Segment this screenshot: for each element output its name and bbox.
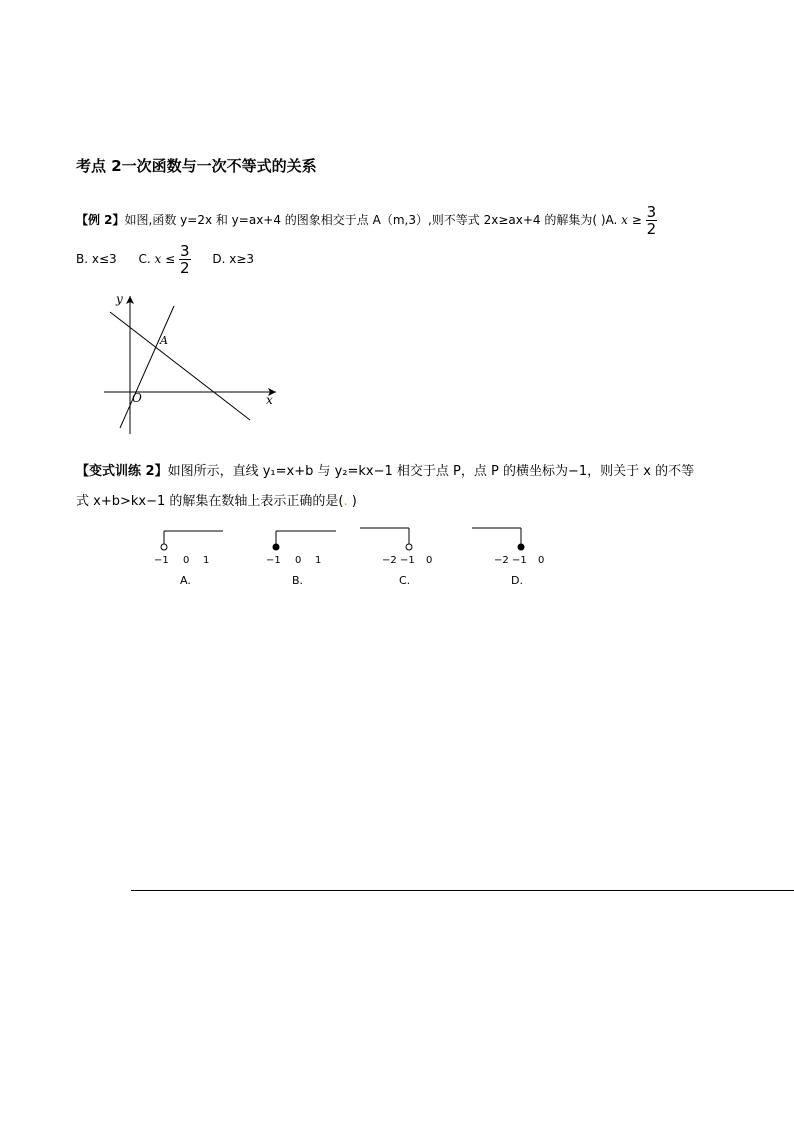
filled-dot bbox=[273, 544, 279, 550]
fraction-denominator: 2 bbox=[646, 220, 657, 238]
variant-text-3: ) bbox=[347, 494, 357, 509]
option-c-fraction bbox=[179, 243, 191, 276]
fraction-numerator: 3 bbox=[646, 203, 657, 221]
option-a-sign: ≥ bbox=[631, 213, 642, 227]
variant-label: 【变式训练 2】 bbox=[76, 464, 168, 479]
fraction-numerator: 3 bbox=[180, 242, 190, 260]
tick-label: 0 bbox=[183, 555, 190, 566]
tick-label: −2 bbox=[382, 555, 397, 566]
tick-label: −2 bbox=[494, 555, 509, 566]
tick-label: −1 bbox=[400, 555, 415, 566]
choice-letter: D. bbox=[511, 574, 523, 587]
variant-text-2: 式 x+b>kx−1 的解集在数轴上表示正确的是( bbox=[76, 494, 344, 509]
variant-text-1: 如图所示，直线 y₁=x+b 与 y₂=kx−1 相交于点 P，点 P 的横坐标为−1，则关于 x 的不等 bbox=[167, 464, 695, 479]
footer-rule bbox=[131, 890, 794, 891]
option-a-var: x bbox=[621, 213, 628, 227]
tick-label: 0 bbox=[295, 555, 302, 566]
open-dot bbox=[161, 544, 167, 550]
example-paragraph bbox=[76, 204, 657, 237]
tick-label: 1 bbox=[315, 555, 322, 566]
origin-label: O bbox=[132, 391, 142, 405]
number-line-c bbox=[356, 522, 442, 588]
choice-letter: A. bbox=[180, 574, 191, 587]
option-d: D. x≥3 bbox=[212, 252, 255, 266]
choice-letter: C. bbox=[399, 574, 411, 587]
filled-dot bbox=[518, 544, 524, 550]
tick-label: −1 bbox=[512, 555, 527, 566]
open-dot bbox=[406, 544, 412, 550]
example-text: 如图,函数 y=2x 和 y=ax+4 的图象相交于点 A（m,3）,则不等式 2x≥ax+4 的解集为( )A. bbox=[124, 213, 618, 227]
line-y-2x bbox=[120, 306, 174, 428]
number-line-a bbox=[148, 522, 228, 588]
tick-label: 1 bbox=[203, 555, 210, 566]
variant-line-2 bbox=[76, 490, 357, 509]
x-axis-label: x bbox=[266, 393, 273, 407]
tick-label: −1 bbox=[266, 555, 281, 566]
y-axis-label: y bbox=[116, 292, 123, 306]
number-line-d bbox=[468, 522, 554, 588]
example-options bbox=[76, 243, 254, 276]
section-title: 考点 2一次函数与一次不等式的关系 bbox=[76, 157, 317, 175]
choice-letter: B. bbox=[292, 574, 304, 587]
variant-dot: . bbox=[343, 494, 348, 509]
tick-label: 0 bbox=[426, 555, 433, 566]
option-b: B. x≤3 bbox=[76, 252, 117, 266]
fraction-denominator: 2 bbox=[180, 259, 190, 277]
option-a-fraction bbox=[646, 204, 658, 237]
variant-line-1 bbox=[76, 460, 694, 479]
option-c-var: x bbox=[154, 252, 162, 266]
example-label: 【例 2】 bbox=[76, 213, 125, 227]
point-a-label: A bbox=[160, 334, 168, 347]
option-c-sign: ≤ bbox=[165, 252, 176, 266]
number-line-b bbox=[260, 522, 340, 588]
function-graph bbox=[100, 288, 285, 436]
tick-label: −1 bbox=[154, 555, 169, 566]
option-c-prefix: C. bbox=[138, 252, 151, 266]
tick-label: 0 bbox=[538, 555, 545, 566]
